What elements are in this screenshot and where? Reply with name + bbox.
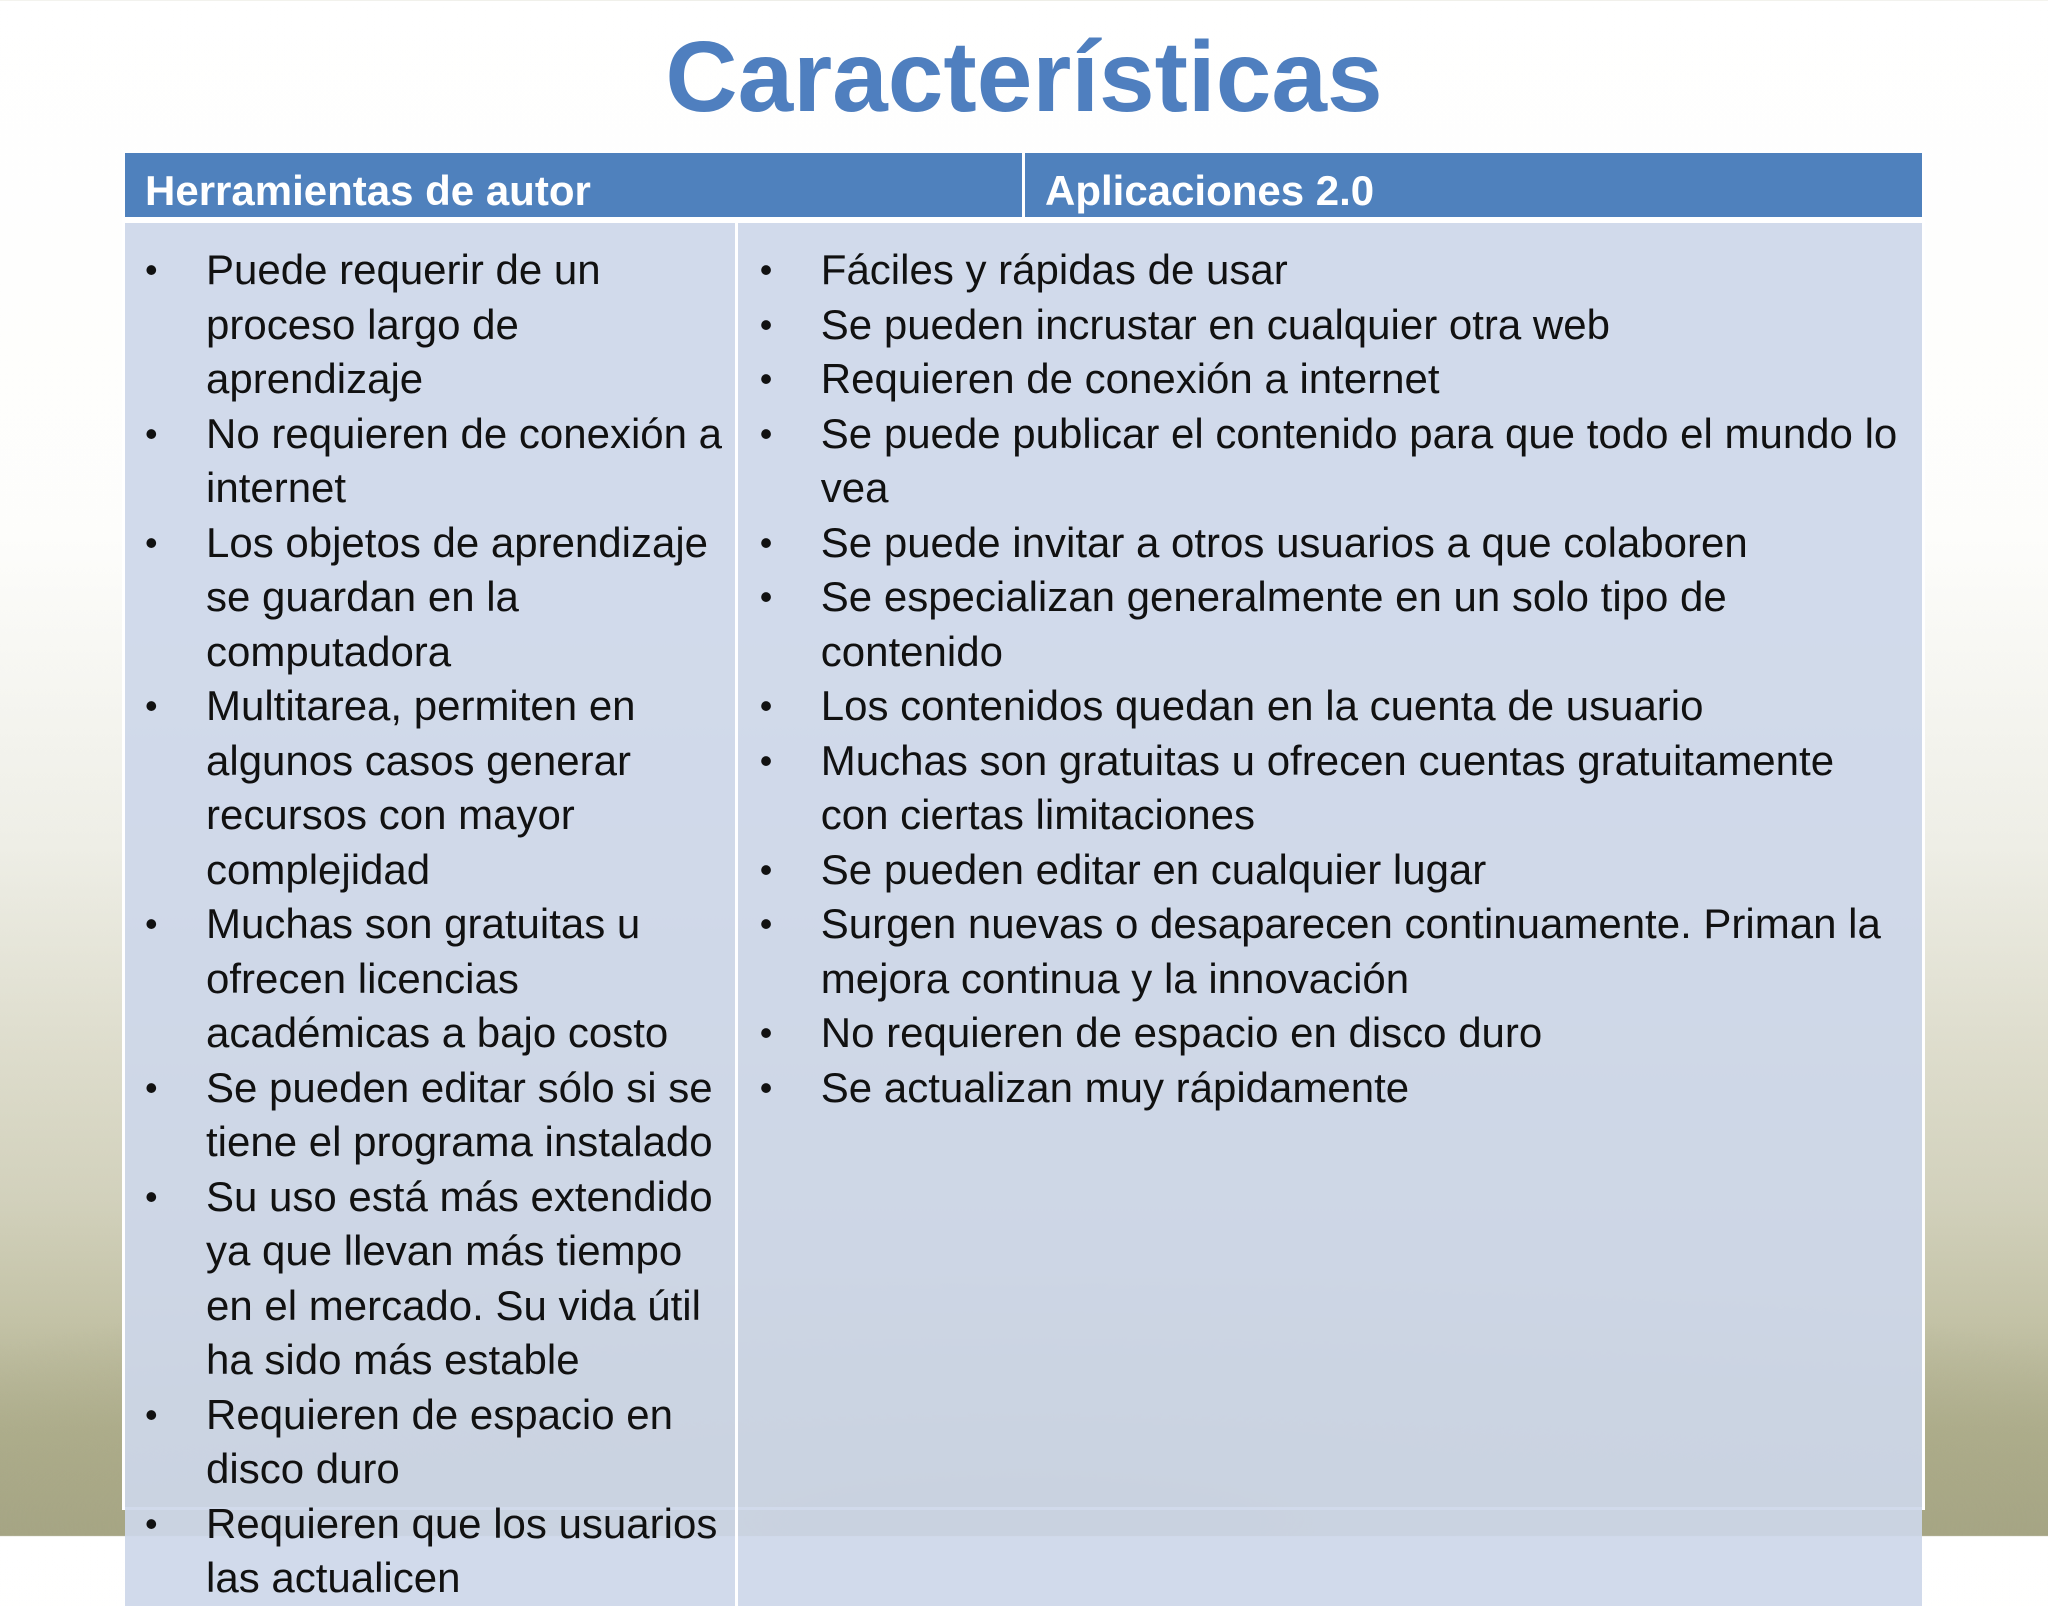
- table-body-row: [125, 223, 1922, 1606]
- web-apps-list: [756, 243, 1912, 1115]
- list-item: • Se pueden editar sólo si se tiene el programa instalado: [141, 1061, 725, 1170]
- list-item: • Requieren de espacio en disco duro: [141, 1388, 725, 1497]
- list-item: • Su uso está más extendido ya que llevan más tiempo en el mercado. Su vida útil ha sido más estable: [141, 1170, 725, 1388]
- slide-title: Características: [665, 21, 1383, 133]
- list-item: • Se pueden editar en cualquier lugar: [756, 843, 1912, 898]
- authoring-tools-list: [141, 243, 725, 1606]
- list-item: • No requieren de conexión a internet: [141, 407, 725, 516]
- header-web-apps: Aplicaciones 2.0: [1045, 167, 1375, 214]
- web-apps-cell: [738, 223, 1922, 1606]
- list-item: • Muchas son gratuitas u ofrecen cuentas gratuitamente con ciertas limitaciones: [756, 734, 1912, 843]
- list-item: • Los contenidos quedan en la cuenta de usuario: [756, 679, 1912, 734]
- list-item: • Se especializan generalmente en un solo tipo de contenido: [756, 570, 1912, 679]
- list-item: • Requieren de conexión a internet: [756, 352, 1912, 407]
- list-item: • Se puede publicar el contenido para que todo el mundo lo vea: [756, 407, 1912, 516]
- comparison-table: [122, 150, 1925, 1601]
- list-item: • Surgen nuevas o desaparecen continuamente. Priman la mejora continua y la innovación: [756, 897, 1912, 1006]
- list-item: • No requieren de espacio en disco duro: [756, 1006, 1912, 1061]
- list-item: • Fáciles y rápidas de usar: [756, 243, 1912, 298]
- authoring-tools-cell: [125, 223, 738, 1606]
- list-item: • Puede requerir de un proceso largo de aprendizaje: [141, 243, 725, 407]
- list-item: • Se puede invitar a otros usuarios a que colaboren: [756, 516, 1912, 571]
- list-item: • Los objetos de aprendizaje se guardan en la computadora: [141, 516, 725, 680]
- list-item: • Se actualizan muy rápidamente: [756, 1061, 1912, 1116]
- list-item: • Se pueden incrustar en cualquier otra web: [756, 298, 1912, 353]
- table-header-row: [125, 153, 1922, 223]
- list-item: • Requieren que los usuarios las actualicen: [141, 1497, 725, 1606]
- list-item: • Muchas son gratuitas u ofrecen licencias académicas a bajo costo: [141, 897, 725, 1061]
- header-authoring-tools: Herramientas de autor: [125, 153, 1025, 217]
- list-item: • Multitarea, permiten en algunos casos generar recursos con mayor complejidad: [141, 679, 725, 897]
